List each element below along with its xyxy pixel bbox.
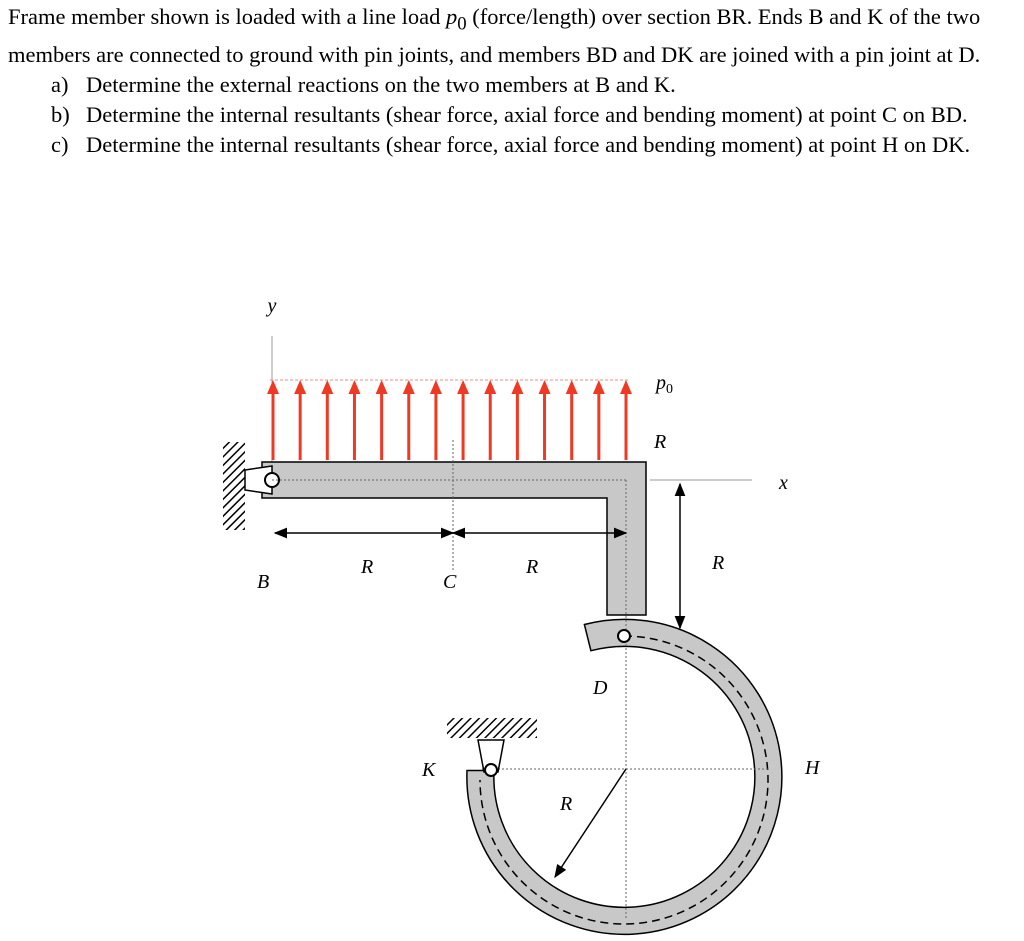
label-x-axis: x: [779, 472, 788, 494]
load-arrow-head: [403, 380, 415, 394]
label-point-c: C: [443, 571, 457, 593]
label-r-right: R: [712, 552, 725, 574]
label-r-mid: R: [526, 556, 539, 578]
load-arrow-head: [430, 380, 442, 394]
load-arrow-head: [348, 380, 360, 394]
problem-statement: [8, 2, 1014, 160]
ground-k: [447, 718, 537, 738]
label-r-radius: R: [560, 793, 573, 815]
load-symbol: p: [446, 4, 458, 29]
label-point-h: H: [805, 757, 820, 779]
pin-k: [485, 764, 497, 776]
label-y-axis: y: [267, 295, 277, 317]
question-a: a) Determine the external reactions on the two members at B and K.: [51, 71, 676, 97]
load-arrow-head: [593, 380, 605, 394]
load-arrow-head: [321, 380, 333, 394]
pin-d: [618, 630, 630, 642]
frame-diagram: [0, 280, 1024, 941]
problem-intro: Frame member shown is loaded with a line load $p_0$ (force/length) over section BR. Ends B and K of the two members are connected to ground with pin joints, and members BD and DK are joined with a pin joint at D.: [8, 4, 981, 67]
load-arrow-head: [457, 380, 469, 394]
label-point-b: B: [257, 571, 270, 593]
question-b: b) Determine the internal resultants (shear force, axial force and bending moment) at point C on BD.: [51, 101, 968, 127]
label-point-d: D: [593, 677, 608, 699]
load-arrow-head: [484, 380, 496, 394]
label-load: $p_0$: [656, 372, 673, 397]
load-arrow-head: [539, 380, 551, 394]
member-dk: [467, 619, 782, 934]
label-r-top: R: [654, 431, 667, 453]
load-arrow-head: [620, 380, 632, 394]
question-c: c) Determine the internal resultants (shear force, axial force and bending moment) at point H on DK.: [51, 131, 971, 157]
load-arrow-head: [566, 380, 578, 394]
load-arrow-head: [294, 380, 306, 394]
ground-b: [223, 442, 245, 530]
load-arrow-head: [267, 380, 279, 394]
label-r-left: R: [361, 556, 374, 578]
question-list: [8, 70, 1014, 160]
distributed-load: [267, 380, 632, 460]
label-point-k: K: [422, 759, 436, 781]
dim-line-radius: [555, 769, 626, 877]
load-arrow-head: [376, 380, 388, 394]
load-arrow-head: [511, 380, 523, 394]
load-arrows: [267, 380, 632, 460]
